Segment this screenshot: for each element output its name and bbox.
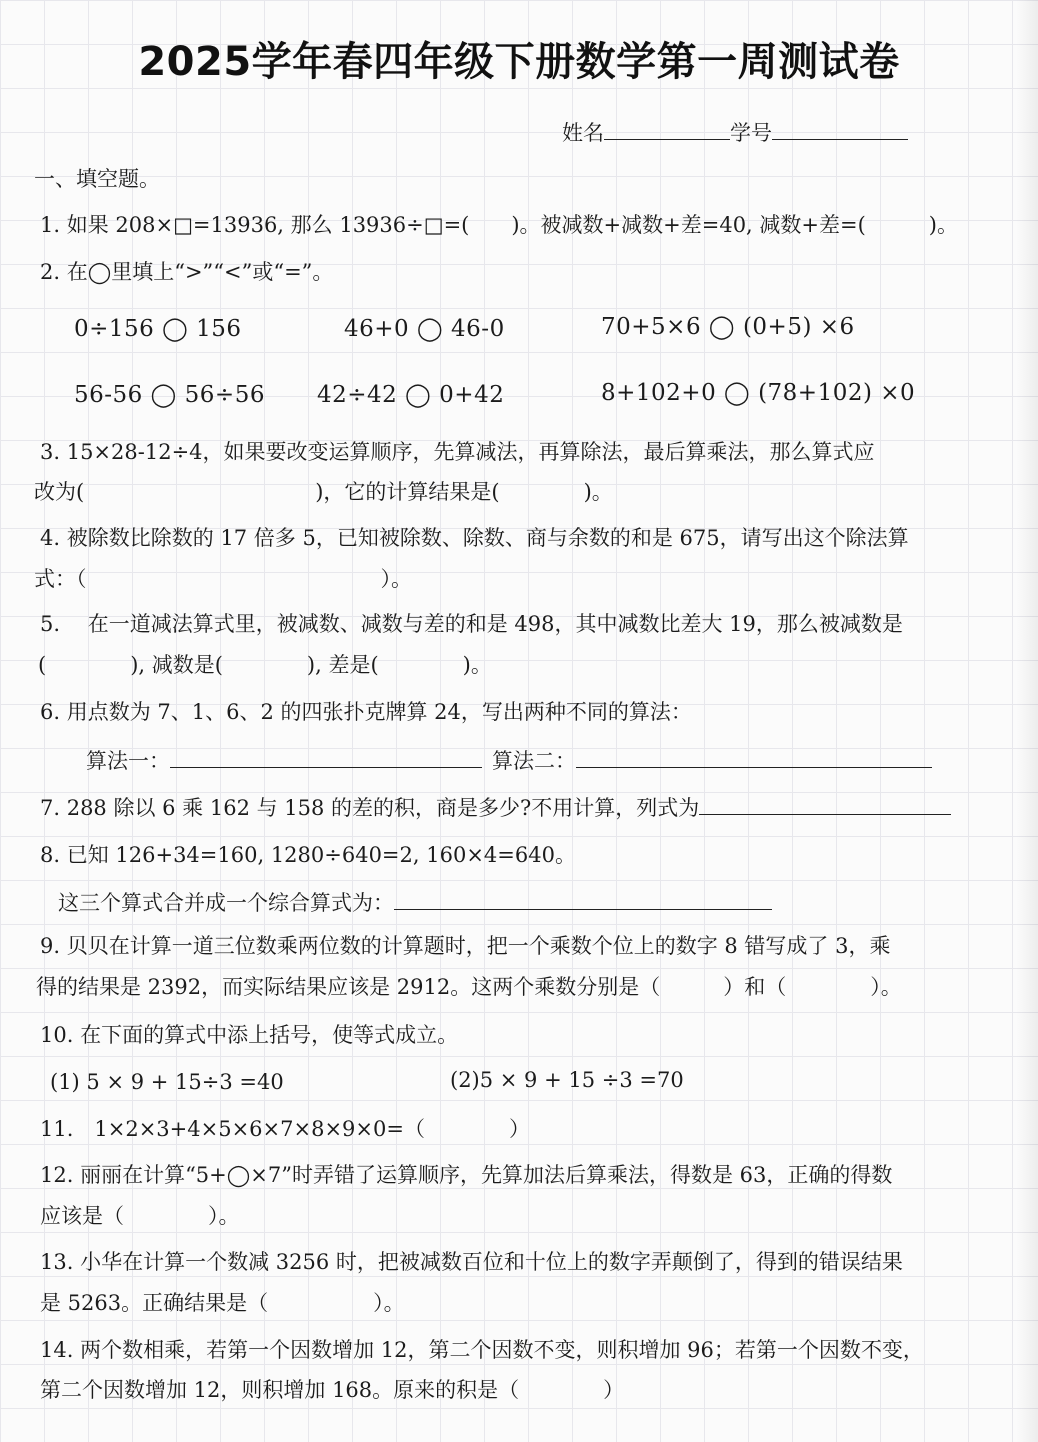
question-7 — [40, 792, 951, 823]
question-13-line-1: 13. 小华在计算一个数减 3256 时，把被减数百位和十位上的数字弄颠倒了，得到的错误结果 — [40, 1250, 903, 1274]
name-label: 姓名 — [562, 121, 604, 145]
compare-item: 8+102+0 ◯ (78+102) ×0 — [601, 380, 916, 406]
question-11: 11. 1×2×3+4×5×6×7×8×9×0=（ ） — [40, 1117, 530, 1141]
method-one — [86, 745, 482, 776]
method-two-label: 算法二： — [492, 749, 576, 773]
question-4-line-1: 4. 被除数比除数的 17 倍多 5，已知被除数、除数、商与余数的和是 675，请写出这个除法算 — [40, 526, 909, 550]
question-10-part-1: (1) 5 × 9 + 15÷3 =40 — [50, 1070, 284, 1094]
question-5-line-1: 5. 在一道减法算式里，被减数、减数与差的和是 498，其中减数比差大 19，那么被减数是 — [40, 612, 903, 636]
question-14-line-1: 14. 两个数相乘，若第一个因数增加 12，第二个因数不变，则积增加 96；若第一个因数不变， — [40, 1338, 924, 1362]
question-6: 6. 用点数为 7、1、6、2 的四张扑克牌算 24，写出两种不同的算法： — [40, 700, 692, 724]
method-one-blank[interactable] — [170, 745, 482, 768]
section-heading: 一、填空题。 — [34, 167, 160, 191]
question-4-line-2: 式：（ ）。 — [34, 567, 412, 591]
question-5-line-2: ( ), 减数是( ), 差是( )。 — [38, 653, 492, 677]
question-13-line-2: 是 5263。正确结果是（ ）。 — [40, 1291, 405, 1315]
compare-item: 0÷156 ◯ 156 — [74, 316, 242, 342]
student-info — [562, 117, 908, 148]
question-10: 10. 在下面的算式中添上括号，使等式成立。 — [40, 1023, 459, 1047]
question-12-line-1: 12. 丽丽在计算“5+◯×7”时弄错了运算顺序，先算加法后算乘法，得数是 63，正确的得数 — [40, 1163, 893, 1187]
question-1: 1. 如果 208×□=13936, 那么 13936÷□=( )。被减数+减数+差=40, 减数+差=( )。 — [40, 213, 958, 237]
id-label: 学号 — [730, 121, 772, 145]
question-3-line-1: 3. 15×28-12÷4，如果要改变运算顺序，先算减法，再算除法，最后算乘法，那么算式应 — [40, 440, 875, 464]
question-7-text: 7. 288 除以 6 乘 162 与 158 的差的积，商是多少?不用计算，列式为 — [40, 796, 700, 820]
name-blank[interactable] — [604, 117, 730, 140]
question-3-line-2: 改为( )，它的计算结果是( )。 — [34, 480, 613, 504]
question-8-sub — [58, 887, 772, 918]
question-8: 8. 已知 126+34=160, 1280÷640=2, 160×4=640。 — [40, 843, 576, 867]
compare-item: 46+0 ◯ 46-0 — [344, 316, 505, 342]
question-8-blank[interactable] — [394, 887, 772, 910]
compare-item: 42÷42 ◯ 0+42 — [317, 382, 505, 408]
method-one-label: 算法一： — [86, 749, 170, 773]
method-two-blank[interactable] — [576, 745, 932, 768]
question-10-part-2: (2)5 × 9 + 15 ÷3 =70 — [450, 1068, 684, 1092]
question-2: 2. 在◯里填上“>”“<”或“=”。 — [40, 260, 334, 284]
question-7-blank[interactable] — [699, 792, 951, 815]
page-edge-shadow — [1016, 0, 1038, 1442]
question-14-line-2: 第二个因数增加 12，则积增加 168。原来的积是（ ） — [40, 1378, 625, 1402]
question-8-sub-text: 这三个算式合并成一个综合算式为： — [58, 891, 394, 915]
page-title: 2025学年春四年级下册数学第一周测试卷 — [138, 39, 900, 85]
compare-item: 56-56 ◯ 56÷56 — [74, 382, 265, 408]
id-blank[interactable] — [772, 117, 908, 140]
question-12-line-2: 应该是（ ）。 — [40, 1204, 240, 1228]
question-9-line-2: 得的结果是 2392，而实际结果应该是 2912。这两个乘数分别是（ ）和（ ）。 — [36, 975, 902, 999]
method-two — [492, 745, 932, 776]
question-9-line-1: 9. 贝贝在计算一道三位数乘两位数的计算题时，把一个乘数个位上的数字 8 错写成了 3，乘 — [40, 934, 891, 958]
compare-item: 70+5×6 ◯ (0+5) ×6 — [601, 314, 855, 340]
